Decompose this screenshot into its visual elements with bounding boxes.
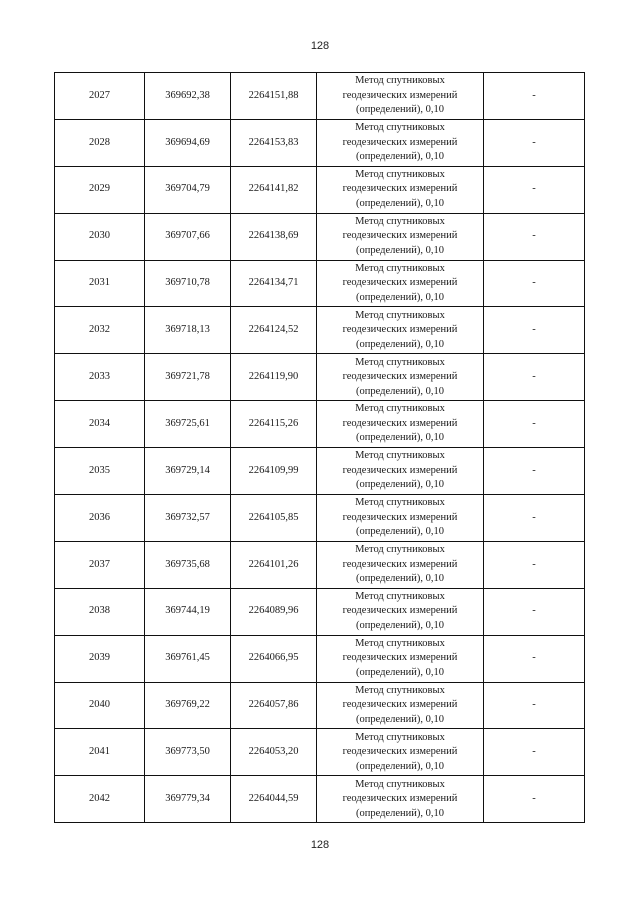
method-text-line: геодезических измерений	[342, 605, 458, 617]
method-text-line: Метод спутниковых	[355, 403, 445, 415]
method-text-line: (определений), 0,10	[355, 573, 445, 585]
method-text-line: (определений), 0,10	[355, 244, 445, 256]
coordinates-table-body	[55, 73, 585, 823]
point-number-cell: 2034	[55, 401, 145, 448]
x-coordinate-cell: 369725,61	[145, 401, 231, 448]
method-text-line: (определений), 0,10	[355, 291, 445, 303]
table-row	[55, 401, 585, 448]
method-cell	[317, 588, 484, 635]
point-number-cell: 2035	[55, 448, 145, 495]
x-coordinate-cell: 369769,22	[145, 682, 231, 729]
method-cell	[317, 213, 484, 260]
extra-info-cell: -	[484, 213, 585, 260]
method-text-line: геодезических измерений	[342, 183, 458, 195]
table-row	[55, 495, 585, 542]
method-cell	[317, 682, 484, 729]
method-text-line: геодезических измерений	[342, 277, 458, 289]
point-number-cell: 2028	[55, 119, 145, 166]
method-text-line: Метод спутниковых	[355, 497, 445, 509]
x-coordinate-cell: 369718,13	[145, 307, 231, 354]
method-text-line: (определений), 0,10	[355, 479, 445, 491]
y-coordinate-cell: 2264119,90	[231, 354, 317, 401]
point-number-cell: 2030	[55, 213, 145, 260]
method-text-line: геодезических измерений	[342, 511, 458, 523]
y-coordinate-cell: 2264138,69	[231, 213, 317, 260]
y-coordinate-cell: 2264105,85	[231, 495, 317, 542]
table-row	[55, 635, 585, 682]
point-number-cell: 2037	[55, 541, 145, 588]
x-coordinate-cell: 369779,34	[145, 776, 231, 823]
method-text-line: Метод спутниковых	[355, 778, 445, 790]
method-text-line: геодезических измерений	[342, 136, 458, 148]
coordinates-table	[54, 72, 585, 823]
x-coordinate-cell: 369704,79	[145, 166, 231, 213]
extra-info-cell: -	[484, 776, 585, 823]
extra-info-cell: -	[484, 354, 585, 401]
extra-info-cell: -	[484, 401, 585, 448]
method-text-line: (определений), 0,10	[355, 666, 445, 678]
method-text-line: Метод спутниковых	[355, 544, 445, 556]
y-coordinate-cell: 2264053,20	[231, 729, 317, 776]
point-number-cell: 2040	[55, 682, 145, 729]
method-cell	[317, 354, 484, 401]
x-coordinate-cell: 369729,14	[145, 448, 231, 495]
method-text-line: Метод спутниковых	[355, 262, 445, 274]
method-cell	[317, 776, 484, 823]
method-text-line: Метод спутниковых	[355, 356, 445, 368]
point-number-cell: 2027	[55, 73, 145, 120]
method-cell	[317, 260, 484, 307]
x-coordinate-cell: 369735,68	[145, 541, 231, 588]
table-row	[55, 776, 585, 823]
method-text-line: геодезических измерений	[342, 89, 458, 101]
method-cell	[317, 401, 484, 448]
method-text-line: (определений), 0,10	[355, 713, 445, 725]
table-row	[55, 213, 585, 260]
point-number-cell: 2033	[55, 354, 145, 401]
method-text-line: Метод спутниковых	[355, 168, 445, 180]
table-row	[55, 166, 585, 213]
extra-info-cell: -	[484, 635, 585, 682]
method-text-line: (определений), 0,10	[355, 807, 445, 819]
y-coordinate-cell: 2264066,95	[231, 635, 317, 682]
y-coordinate-cell: 2264109,99	[231, 448, 317, 495]
extra-info-cell: -	[484, 448, 585, 495]
extra-info-cell: -	[484, 119, 585, 166]
method-cell	[317, 448, 484, 495]
y-coordinate-cell: 2264141,82	[231, 166, 317, 213]
method-cell	[317, 73, 484, 120]
point-number-cell: 2031	[55, 260, 145, 307]
y-coordinate-cell: 2264115,26	[231, 401, 317, 448]
method-cell	[317, 166, 484, 213]
y-coordinate-cell: 2264101,26	[231, 541, 317, 588]
x-coordinate-cell: 369694,69	[145, 119, 231, 166]
method-text-line: (определений), 0,10	[355, 760, 445, 772]
point-number-cell: 2038	[55, 588, 145, 635]
method-text-line: геодезических измерений	[342, 746, 458, 758]
method-text-line: (определений), 0,10	[355, 432, 445, 444]
y-coordinate-cell: 2264151,88	[231, 73, 317, 120]
method-text-line: геодезических измерений	[342, 230, 458, 242]
method-text-line: геодезических измерений	[342, 417, 458, 429]
y-coordinate-cell: 2264057,86	[231, 682, 317, 729]
method-text-line: (определений), 0,10	[355, 526, 445, 538]
extra-info-cell: -	[484, 682, 585, 729]
y-coordinate-cell: 2264134,71	[231, 260, 317, 307]
table-row	[55, 682, 585, 729]
table-row	[55, 73, 585, 120]
method-text-line: Метод спутниковых	[355, 684, 445, 696]
method-text-line: геодезических измерений	[342, 558, 458, 570]
x-coordinate-cell: 369732,57	[145, 495, 231, 542]
method-text-line: геодезических измерений	[342, 324, 458, 336]
method-text-line: Метод спутниковых	[355, 590, 445, 602]
table-row	[55, 541, 585, 588]
x-coordinate-cell: 369773,50	[145, 729, 231, 776]
point-number-cell: 2032	[55, 307, 145, 354]
method-text-line: геодезических измерений	[342, 793, 458, 805]
method-text-line: Метод спутниковых	[355, 122, 445, 134]
extra-info-cell: -	[484, 729, 585, 776]
method-text-line: (определений), 0,10	[355, 104, 445, 116]
extra-info-cell: -	[484, 307, 585, 354]
method-text-line: (определений), 0,10	[355, 385, 445, 397]
method-text-line: Метод спутниковых	[355, 215, 445, 227]
method-text-line: Метод спутниковых	[355, 309, 445, 321]
method-text-line: (определений), 0,10	[355, 197, 445, 209]
x-coordinate-cell: 369707,66	[145, 213, 231, 260]
method-cell	[317, 541, 484, 588]
extra-info-cell: -	[484, 166, 585, 213]
extra-info-cell: -	[484, 541, 585, 588]
method-text-line: (определений), 0,10	[355, 619, 445, 631]
table-row	[55, 260, 585, 307]
table-row	[55, 354, 585, 401]
method-text-line: Метод спутниковых	[355, 637, 445, 649]
y-coordinate-cell: 2264089,96	[231, 588, 317, 635]
method-cell	[317, 635, 484, 682]
x-coordinate-cell: 369710,78	[145, 260, 231, 307]
extra-info-cell: -	[484, 260, 585, 307]
method-cell	[317, 119, 484, 166]
extra-info-cell: -	[484, 588, 585, 635]
point-number-cell: 2042	[55, 776, 145, 823]
extra-info-cell: -	[484, 73, 585, 120]
method-text-line: геодезических измерений	[342, 464, 458, 476]
table-row	[55, 729, 585, 776]
y-coordinate-cell: 2264124,52	[231, 307, 317, 354]
x-coordinate-cell: 369692,38	[145, 73, 231, 120]
method-text-line: Метод спутниковых	[355, 450, 445, 462]
method-cell	[317, 495, 484, 542]
y-coordinate-cell: 2264153,83	[231, 119, 317, 166]
point-number-cell: 2036	[55, 495, 145, 542]
method-text-line: Метод спутниковых	[355, 731, 445, 743]
table-row	[55, 588, 585, 635]
x-coordinate-cell: 369721,78	[145, 354, 231, 401]
point-number-cell: 2029	[55, 166, 145, 213]
table-row	[55, 119, 585, 166]
extra-info-cell: -	[484, 495, 585, 542]
table-row	[55, 307, 585, 354]
y-coordinate-cell: 2264044,59	[231, 776, 317, 823]
point-number-cell: 2039	[55, 635, 145, 682]
point-number-cell: 2041	[55, 729, 145, 776]
method-text-line: геодезических измерений	[342, 699, 458, 711]
method-cell	[317, 307, 484, 354]
table-row	[55, 448, 585, 495]
method-text-line: геодезических измерений	[342, 652, 458, 664]
x-coordinate-cell: 369761,45	[145, 635, 231, 682]
method-cell	[317, 729, 484, 776]
x-coordinate-cell: 369744,19	[145, 588, 231, 635]
page-number-bottom: 128	[310, 839, 330, 851]
page-number-top: 128	[310, 40, 330, 52]
method-text-line: (определений), 0,10	[355, 151, 445, 163]
method-text-line: (определений), 0,10	[355, 338, 445, 350]
method-text-line: геодезических измерений	[342, 371, 458, 383]
method-text-line: Метод спутниковых	[355, 75, 445, 87]
